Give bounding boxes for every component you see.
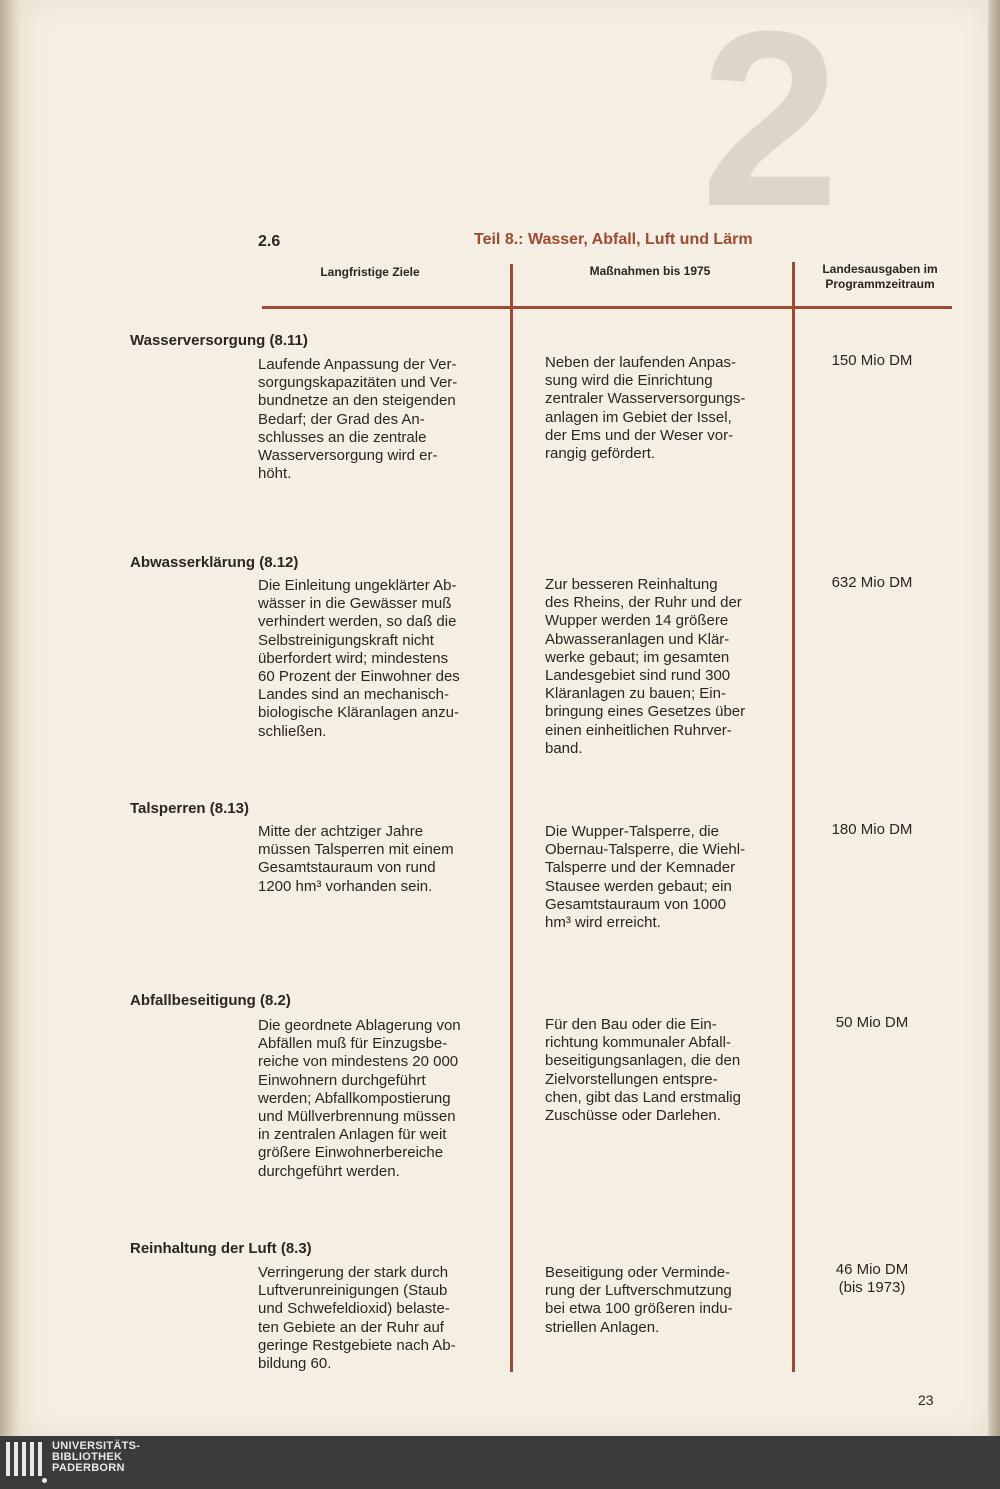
measure-text-abfallbeseitigung: Für den Bau oder die Ein- richtung kommunaler Abfall- beseitigungsanlagen, die den Zielvorstellungen entspre- chen, gibt das Land erstmalig Zuschüsse oder Darlehen. — [545, 1016, 741, 1125]
column-header-goals: Langfristige Ziele — [320, 265, 420, 279]
goal-text-talsperren: Mitte der achtziger Jahre müssen Talsperren mit einem Gesamtstauraum von rund 1200 hm³ vorhanden sein. — [258, 823, 454, 895]
measure-text-abwasserklaerung: Zur besseren Reinhaltung des Rheins, der Ruhr und der Wupper werden 14 größere Abwasseranlagen und Klär- werke gebaut; im gesamten Landesgebiet sind rund 300 Kläranlagen zu bauen; Ein- bringung eines Gesetzes über einen einheitlichen Ruhrver- band. — [545, 576, 746, 757]
section-heading-abfallbeseitigung: Abfallbeseitigung (8.2) — [130, 992, 291, 1009]
part-title: Teil 8.: Wasser, Abfall, Luft und Lärm — [474, 231, 753, 248]
measure-text-talsperren: Die Wupper-Talsperre, die Obernau-Talsperre, die Wiehl- Talsperre und der Kemnader Stausee werden gebaut; ein Gesamtstauraum von 1000 hm³ wird erreicht. — [545, 823, 746, 932]
column-header-budget: Landesausgaben im Programmzeitraum — [822, 262, 938, 291]
digitization-footer — [0, 1436, 1000, 1489]
budget-abfallbeseitigung: 50 Mio DM — [835, 1014, 909, 1031]
chapter-numeral: 2 — [700, 0, 840, 258]
library-logo-icon — [4, 1442, 46, 1484]
goal-text-wasserversorgung: Laufende Anpassung der Ver- sorgungskapazitäten und Ver- bundnetze an den steigenden Bedarf; der Grad des An- schlusses an die zentrale Wasserversorgung wird er- höht. — [258, 356, 458, 483]
budget-wasserversorgung: 150 Mio DM — [831, 352, 913, 369]
library-name-line3: PADERBORN — [52, 1462, 125, 1474]
section-heading-reinhaltung-luft: Reinhaltung der Luft (8.3) — [130, 1240, 312, 1257]
column-divider-left — [510, 264, 513, 1372]
budget-talsperren: 180 Mio DM — [831, 821, 913, 838]
goal-text-abwasserklaerung: Die Einleitung ungeklärter Ab- wässer in die Gewässer muß verhindert werden, so daß die Selbstreinigungskraft nicht überfordert wird; mindestens 60 Prozent der Einwohner des Landes sind an mechanisch- biologische Kläranlagen anzu- schließen. — [258, 577, 460, 740]
page-number: 23 — [918, 1392, 934, 1408]
section-heading-abwasserklaerung: Abwasserklärung (8.12) — [130, 554, 299, 571]
measure-text-wasserversorgung: Neben der laufenden Anpas- sung wird die Einrichtung zentraler Wasserversorgungs- anlagen im Gebiet der Issel, der Ems und der Weser vor- rangig gefördert. — [545, 354, 746, 463]
section-heading-talsperren: Talsperren (8.13) — [130, 800, 249, 817]
library-name-line2: BIBLIOTHEK — [52, 1451, 123, 1463]
section-number: 2.6 — [258, 233, 281, 250]
book-binding-shadow — [0, 0, 22, 1436]
measure-text-reinhaltung-luft: Beseitigung oder Verminde- rung der Luftverschmutzung bei etwa 100 größeren indu- striellen Anlagen. — [545, 1264, 733, 1336]
budget-abwasserklaerung: 632 Mio DM — [831, 574, 913, 591]
table-header-rule — [262, 306, 952, 309]
goal-text-abfallbeseitigung: Die geordnete Ablagerung von Abfällen muß für Einzugsbe- reiche von mindestens 20 000 Einwohnern durchgeführt werden; Abfallkompostierung und Müllverbrennung müssen in zentralen Anlagen für weit größere Einwohnerbereiche durchgeführt werden. — [258, 1017, 461, 1180]
goal-text-reinhaltung-luft: Verringerung der stark durch Luftverunreinigungen (Staub und Schwefeldioxid) belaste- ten Gebiete an der Ruhr auf geringe Restgebiete nach Ab- bildung 60. — [258, 1264, 456, 1373]
column-header-measures: Maßnahmen bis 1975 — [589, 264, 711, 278]
section-heading-wasserversorgung: Wasserversorgung (8.11) — [130, 332, 308, 349]
budget-reinhaltung-luft: 46 Mio DM (bis 1973) — [835, 1261, 909, 1297]
column-divider-right — [792, 262, 795, 1372]
page-edge — [988, 0, 1000, 1436]
library-name-line1: UNIVERSITÄTS- — [52, 1440, 141, 1452]
library-name — [52, 1441, 140, 1474]
